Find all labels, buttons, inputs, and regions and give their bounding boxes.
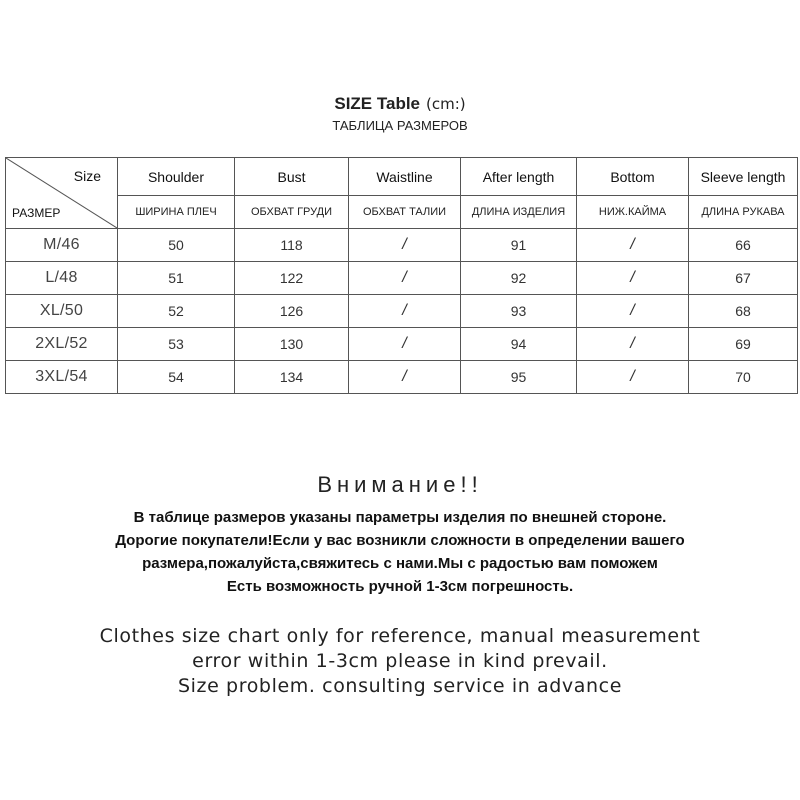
attention-heading: Внимание!! bbox=[317, 472, 483, 497]
data-cell: 126 bbox=[235, 295, 349, 328]
col-header-bust: Bust bbox=[235, 158, 349, 196]
notice-ru-line: размера,пожалуйста,свяжитесь с нами.Мы с радостью вам поможем bbox=[142, 555, 658, 572]
col-header-waistline: Waistline bbox=[349, 158, 461, 196]
data-cell: / bbox=[349, 361, 461, 394]
page-title bbox=[0, 92, 800, 116]
header bbox=[0, 92, 800, 135]
title-unit: (cm:) bbox=[426, 95, 466, 113]
data-cell: / bbox=[349, 262, 461, 295]
size-table bbox=[5, 157, 798, 394]
data-cell: / bbox=[577, 361, 689, 394]
data-cell: 54 bbox=[118, 361, 235, 394]
notice-ru-line: В таблице размеров указаны параметры изделия по внешней стороне. bbox=[133, 509, 667, 526]
data-cell: 53 bbox=[118, 328, 235, 361]
data-cell: 50 bbox=[118, 229, 235, 262]
size-cell: XL/50 bbox=[6, 295, 118, 328]
table-row bbox=[6, 361, 798, 394]
data-cell: / bbox=[577, 262, 689, 295]
notice-en-line: error within 1-3cm please in kind prevail. bbox=[192, 650, 608, 672]
col-header-bottom: Bottom bbox=[577, 158, 689, 196]
header-row-en bbox=[6, 158, 798, 196]
data-cell: / bbox=[349, 229, 461, 262]
size-cell: 3XL/54 bbox=[6, 361, 118, 394]
notice-block bbox=[0, 470, 800, 598]
data-cell: / bbox=[349, 328, 461, 361]
col-header-after-length: After length bbox=[461, 158, 577, 196]
data-cell: 130 bbox=[235, 328, 349, 361]
data-cell: 118 bbox=[235, 229, 349, 262]
table-row bbox=[6, 328, 798, 361]
col-header-ru-after-length: ДЛИНА ИЗДЕЛИЯ bbox=[461, 196, 577, 229]
notice-ru-line: Есть возможность ручной 1-3см погрешность. bbox=[226, 578, 574, 595]
title-text: SIZE Table bbox=[334, 94, 421, 113]
corner-ru-label: РАЗМЕР bbox=[12, 206, 61, 220]
data-cell: 93 bbox=[461, 295, 577, 328]
col-header-ru-bottom: НИЖ.КАЙМА bbox=[577, 196, 689, 229]
data-cell: 95 bbox=[461, 361, 577, 394]
data-cell: / bbox=[577, 229, 689, 262]
table-row bbox=[6, 295, 798, 328]
table-row bbox=[6, 262, 798, 295]
notice-en-block bbox=[0, 624, 800, 699]
corner-size-label: Size bbox=[73, 168, 101, 184]
size-cell: M/46 bbox=[6, 229, 118, 262]
data-cell: / bbox=[349, 295, 461, 328]
data-cell: 69 bbox=[689, 328, 798, 361]
data-cell: 68 bbox=[689, 295, 798, 328]
data-cell: 52 bbox=[118, 295, 235, 328]
size-cell: L/48 bbox=[6, 262, 118, 295]
data-cell: 92 bbox=[461, 262, 577, 295]
corner-header bbox=[6, 158, 118, 229]
page-subtitle: ТАБЛИЦА РАЗМЕРОВ bbox=[332, 118, 468, 133]
data-cell: 91 bbox=[461, 229, 577, 262]
notice-en-line: Clothes size chart only for reference, manual measurement bbox=[99, 625, 701, 647]
data-cell: 67 bbox=[689, 262, 798, 295]
size-cell: 2XL/52 bbox=[6, 328, 118, 361]
table-row bbox=[6, 229, 798, 262]
col-header-ru-sleeve-length: ДЛИНА РУКАВА bbox=[689, 196, 798, 229]
header-row-ru bbox=[6, 196, 798, 229]
data-cell: 70 bbox=[689, 361, 798, 394]
data-cell: / bbox=[577, 295, 689, 328]
data-cell: 51 bbox=[118, 262, 235, 295]
notice-en-line: Size problem. consulting service in advance bbox=[178, 675, 622, 697]
data-cell: / bbox=[577, 328, 689, 361]
data-cell: 94 bbox=[461, 328, 577, 361]
col-header-shoulder: Shoulder bbox=[118, 158, 235, 196]
data-cell: 134 bbox=[235, 361, 349, 394]
data-cell: 122 bbox=[235, 262, 349, 295]
col-header-ru-waistline: ОБХВАТ ТАЛИИ bbox=[349, 196, 461, 229]
col-header-ru-shoulder: ШИРИНА ПЛЕЧ bbox=[118, 196, 235, 229]
col-header-sleeve-length: Sleeve length bbox=[689, 158, 798, 196]
col-header-ru-bust: ОБХВАТ ГРУДИ bbox=[235, 196, 349, 229]
notice-ru-line: Дорогие покупатели!Если у вас возникли сложности в определении вашего bbox=[115, 532, 685, 549]
data-cell: 66 bbox=[689, 229, 798, 262]
